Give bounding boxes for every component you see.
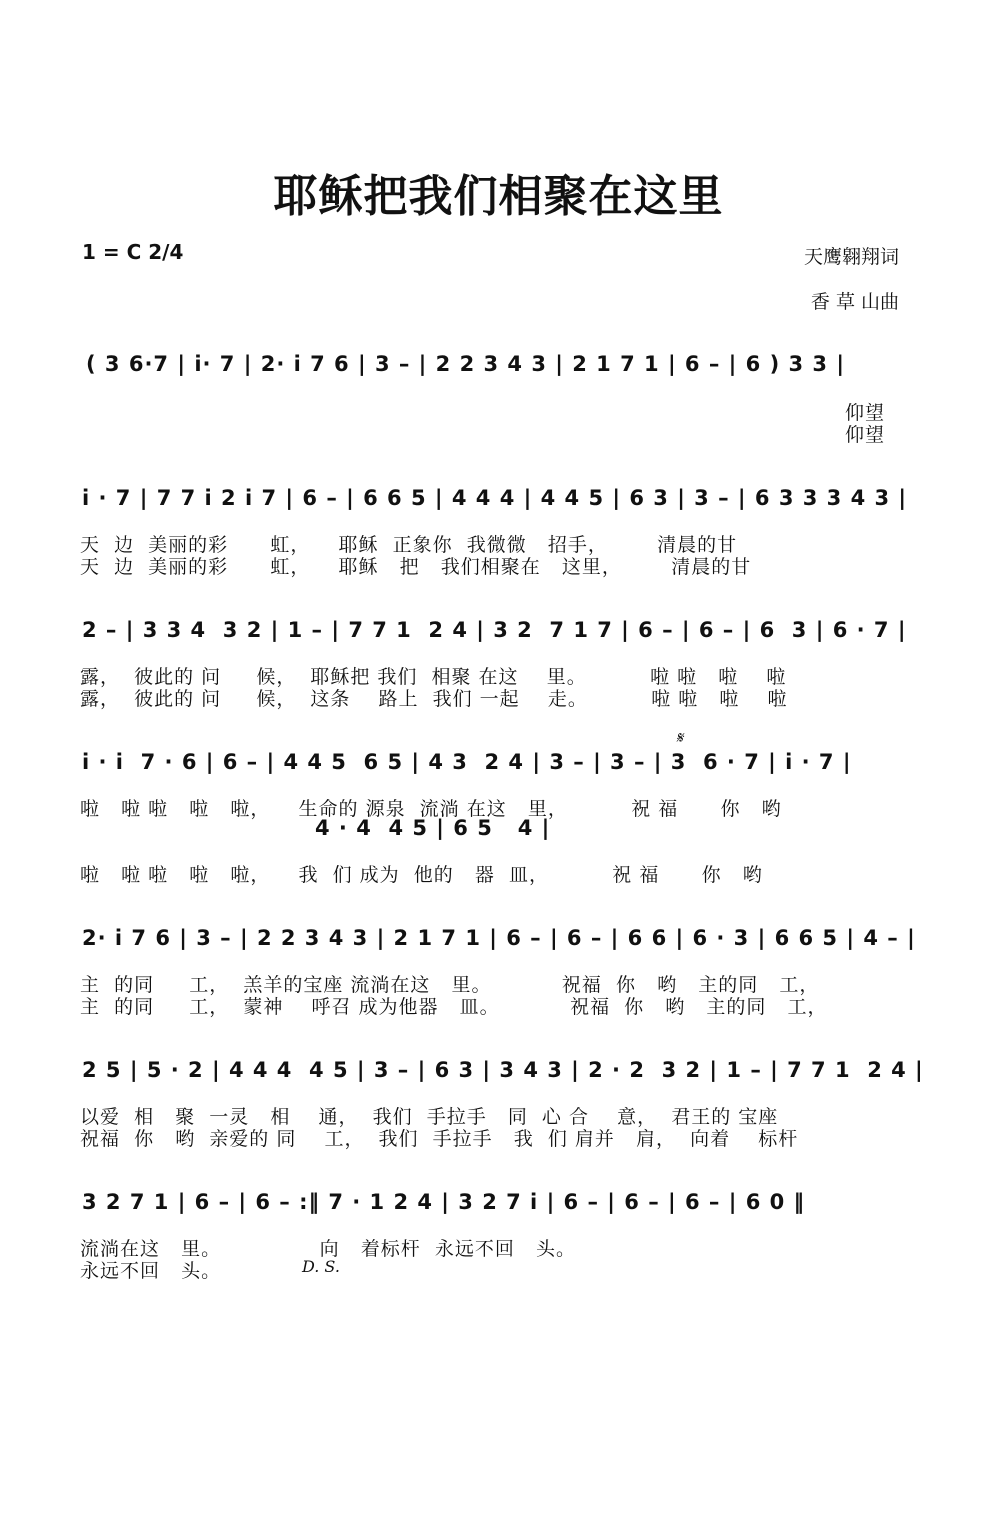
lyric-6-a: 以爱 相 聚 一灵 相 通， 我们 手拉手 同 心 合 意， 君王的 宝座 [80, 1106, 779, 1128]
lyric-1-a: 仰望 [845, 402, 886, 424]
lyric-3-b: 露， 彼此的 问 候， 这条 路上 我们 一起 走。 啦 啦 啦 啦 [80, 688, 788, 710]
notation-line-2: i · 7 | 7 7 i 2 i 7 | 6 – | 6 6 5 | 4 4 4 | 4 4 5 | 6 3 | 3 – | 6 3 3 3 4 3 | [82, 486, 908, 510]
notation-line-1: ( 3 6·7 | i· 7 | 2· i 7 6 | 3 – | 2 2 3 4 3 | 2 1 7 1 | 6 – | 6 ) 3 3 | [86, 352, 845, 376]
lyric-6-b: 祝福 你 哟 亲爱的 同 工， 我们 手拉手 我 们 肩并 肩， 向着 标杆 [80, 1128, 799, 1150]
lyric-3-a: 露， 彼此的 问 候， 耶稣把 我们 相聚 在这 里。 啦 啦 啦 啦 [80, 666, 787, 688]
lyric-7-a: 流淌在这 里。 向 着标杆 永远不回 头。 [80, 1238, 576, 1260]
lyric-2-b: 天 边 美丽的彩 虹， 耶稣 把 我们相聚在 这里， 清晨的甘 [80, 556, 752, 578]
lyricist-credit: 天鹰翱翔词 [803, 246, 899, 268]
lyric-5-a: 主 的同 工， 羔羊的宝座 流淌在这 里。 祝福 你 哟 主的同 工， [80, 974, 820, 996]
da-segno-mark: D. S. [302, 1257, 340, 1276]
lyric-2-a: 天 边 美丽的彩 虹， 耶稣 正象你 我微微 招手， 清晨的甘 [80, 534, 738, 556]
lyric-4-b: 啦 啦 啦 啦 啦， 我 们 成为 他的 器 皿， 祝 福 你 哟 [80, 864, 763, 886]
notation-line-3: 2 – | 3 3 4 3 2 | 1 – | 7 7 1 2 4 | 3 2 7 1 7 | 6 – | 6 – | 6 3 | 6 · 7 | [82, 618, 907, 642]
segno-mark: 𝄋 [676, 728, 683, 747]
composer-credit: 香 草 山曲 [810, 291, 899, 313]
notation-line-5: 2· i 7 6 | 3 – | 2 2 3 4 3 | 2 1 7 1 | 6 – | 6 – | 6 6 | 6 · 3 | 6 6 5 | 4 – | [82, 926, 916, 950]
song-title: 耶稣把我们相聚在这里 [273, 171, 724, 222]
lyric-7-b: 永远不回 头。 [80, 1260, 222, 1282]
notation-line-7: 3 2 7 1 | 6 – | 6 – :‖ 7 · 1 2 4 | 3 2 7 i | 6 – | 6 – | 6 – | 6 0 ‖ [82, 1190, 806, 1214]
notation-line-4-alt: 4 · 4 4 5 | 6 5 4 | [315, 816, 551, 840]
notation-line-6: 2 5 | 5 · 2 | 4 4 4 4 5 | 3 – | 6 3 | 3 4 3 | 2 · 2 3 2 | 1 – | 7 7 1 2 4 | [82, 1058, 924, 1082]
lyric-1-b: 仰望 [845, 424, 886, 446]
key-signature: 1 = C 2/4 [82, 240, 184, 264]
lyric-5-b: 主 的同 工， 蒙神 呼召 成为他器 皿。 祝福 你 哟 主的同 工， [80, 996, 828, 1018]
notation-line-4: i · i 7 · 6 | 6 – | 4 4 5 6 5 | 4 3 2 4 | 3 – | 3 – | 3 6 · 7 | i · 7 | [82, 750, 852, 774]
lyric-4-a: 啦 啦 啦 啦 啦， 生命的 源泉 流淌 在这 里， 祝 福 你 哟 [80, 798, 782, 820]
